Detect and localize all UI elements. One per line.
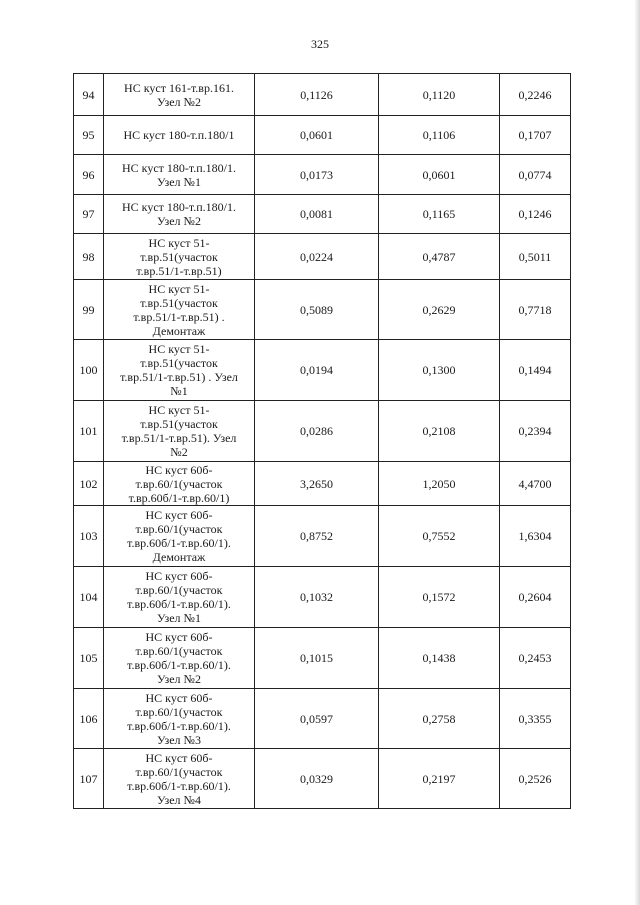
row-number: 102 bbox=[74, 462, 104, 506]
value-col-1: 0,0081 bbox=[255, 195, 379, 234]
data-table bbox=[73, 73, 571, 809]
value-col-2: 0,2197 bbox=[379, 749, 500, 809]
value-col-1: 0,0194 bbox=[255, 340, 379, 401]
table-row bbox=[74, 155, 571, 195]
table-row bbox=[74, 340, 571, 401]
value-col-2: 0,1572 bbox=[379, 567, 500, 628]
row-number: 98 bbox=[74, 234, 104, 280]
value-col-3: 1,6304 bbox=[500, 506, 571, 567]
table-row bbox=[74, 628, 571, 689]
row-number: 97 bbox=[74, 195, 104, 234]
table-row bbox=[74, 689, 571, 749]
row-number: 96 bbox=[74, 155, 104, 195]
object-name: НС куст 51- т.вр.51(участок т.вр.51/1-т.вр.51). Узел №2 bbox=[104, 401, 255, 462]
row-number: 95 bbox=[74, 116, 104, 155]
value-col-1: 0,0286 bbox=[255, 401, 379, 462]
row-number: 105 bbox=[74, 628, 104, 689]
value-col-2: 0,2758 bbox=[379, 689, 500, 749]
row-number: 101 bbox=[74, 401, 104, 462]
value-col-1: 0,0224 bbox=[255, 234, 379, 280]
value-col-2: 0,7552 bbox=[379, 506, 500, 567]
value-col-1: 0,1126 bbox=[255, 74, 379, 116]
table-row bbox=[74, 567, 571, 628]
object-name: НС куст 161-т.вр.161. Узел №2 bbox=[104, 74, 255, 116]
value-col-2: 0,1165 bbox=[379, 195, 500, 234]
value-col-2: 0,1106 bbox=[379, 116, 500, 155]
table-row bbox=[74, 234, 571, 280]
object-name: НС куст 60б- т.вр.60/1(участок т.вр.60б/1-т.вр.60/1). Узел №2 bbox=[104, 628, 255, 689]
object-name: НС куст 60б- т.вр.60/1(участок т.вр.60б/1-т.вр.60/1). Демонтаж bbox=[104, 506, 255, 567]
value-col-2: 0,1438 bbox=[379, 628, 500, 689]
row-number: 103 bbox=[74, 506, 104, 567]
value-col-3: 0,1246 bbox=[500, 195, 571, 234]
table-row bbox=[74, 401, 571, 462]
value-col-1: 0,1032 bbox=[255, 567, 379, 628]
table-row bbox=[74, 462, 571, 506]
object-name: НС куст 60б- т.вр.60/1(участок т.вр.60б/1-т.вр.60/1) bbox=[104, 462, 255, 506]
row-number: 99 bbox=[74, 280, 104, 340]
value-col-3: 0,1707 bbox=[500, 116, 571, 155]
value-col-3: 0,2246 bbox=[500, 74, 571, 116]
object-name: НС куст 51- т.вр.51(участок т.вр.51/1-т.вр.51) . Демонтаж bbox=[104, 280, 255, 340]
value-col-3: 0,2453 bbox=[500, 628, 571, 689]
value-col-3: 4,4700 bbox=[500, 462, 571, 506]
value-col-2: 0,1300 bbox=[379, 340, 500, 401]
value-col-1: 0,1015 bbox=[255, 628, 379, 689]
object-name: НС куст 60б- т.вр.60/1(участок т.вр.60б/1-т.вр.60/1). Узел №1 bbox=[104, 567, 255, 628]
value-col-3: 0,2604 bbox=[500, 567, 571, 628]
row-number: 106 bbox=[74, 689, 104, 749]
value-col-2: 1,2050 bbox=[379, 462, 500, 506]
value-col-1: 0,0173 bbox=[255, 155, 379, 195]
table-row bbox=[74, 195, 571, 234]
value-col-3: 0,2526 bbox=[500, 749, 571, 809]
value-col-2: 0,2629 bbox=[379, 280, 500, 340]
value-col-3: 0,5011 bbox=[500, 234, 571, 280]
row-number: 100 bbox=[74, 340, 104, 401]
value-col-1: 0,5089 bbox=[255, 280, 379, 340]
value-col-3: 0,1494 bbox=[500, 340, 571, 401]
value-col-3: 0,0774 bbox=[500, 155, 571, 195]
value-col-3: 0,2394 bbox=[500, 401, 571, 462]
value-col-2: 0,2108 bbox=[379, 401, 500, 462]
object-name: НС куст 180-т.п.180/1. Узел №1 bbox=[104, 155, 255, 195]
value-col-1: 0,0601 bbox=[255, 116, 379, 155]
row-number: 107 bbox=[74, 749, 104, 809]
object-name: НС куст 180-т.п.180/1. Узел №2 bbox=[104, 195, 255, 234]
value-col-2: 0,4787 bbox=[379, 234, 500, 280]
value-col-1: 0,0597 bbox=[255, 689, 379, 749]
table-row bbox=[74, 116, 571, 155]
table-row bbox=[74, 506, 571, 567]
table-row bbox=[74, 74, 571, 116]
object-name: НС куст 60б- т.вр.60/1(участок т.вр.60б/1-т.вр.60/1). Узел №4 bbox=[104, 749, 255, 809]
row-number: 104 bbox=[74, 567, 104, 628]
value-col-3: 0,7718 bbox=[500, 280, 571, 340]
object-name: НС куст 180-т.п.180/1 bbox=[104, 116, 255, 155]
value-col-1: 0,0329 bbox=[255, 749, 379, 809]
scan-edge-shadow bbox=[634, 0, 640, 905]
row-number: 94 bbox=[74, 74, 104, 116]
object-name: НС куст 60б- т.вр.60/1(участок т.вр.60б/1-т.вр.60/1). Узел №3 bbox=[104, 689, 255, 749]
value-col-3: 0,3355 bbox=[500, 689, 571, 749]
value-col-2: 0,1120 bbox=[379, 74, 500, 116]
object-name: НС куст 51- т.вр.51(участок т.вр.51/1-т.вр.51) bbox=[104, 234, 255, 280]
value-col-1: 3,2650 bbox=[255, 462, 379, 506]
value-col-1: 0,8752 bbox=[255, 506, 379, 567]
object-name: НС куст 51- т.вр.51(участок т.вр.51/1-т.вр.51) . Узел №1 bbox=[104, 340, 255, 401]
value-col-2: 0,0601 bbox=[379, 155, 500, 195]
table-row bbox=[74, 749, 571, 809]
page-number: 325 bbox=[311, 37, 329, 51]
table-row bbox=[74, 280, 571, 340]
